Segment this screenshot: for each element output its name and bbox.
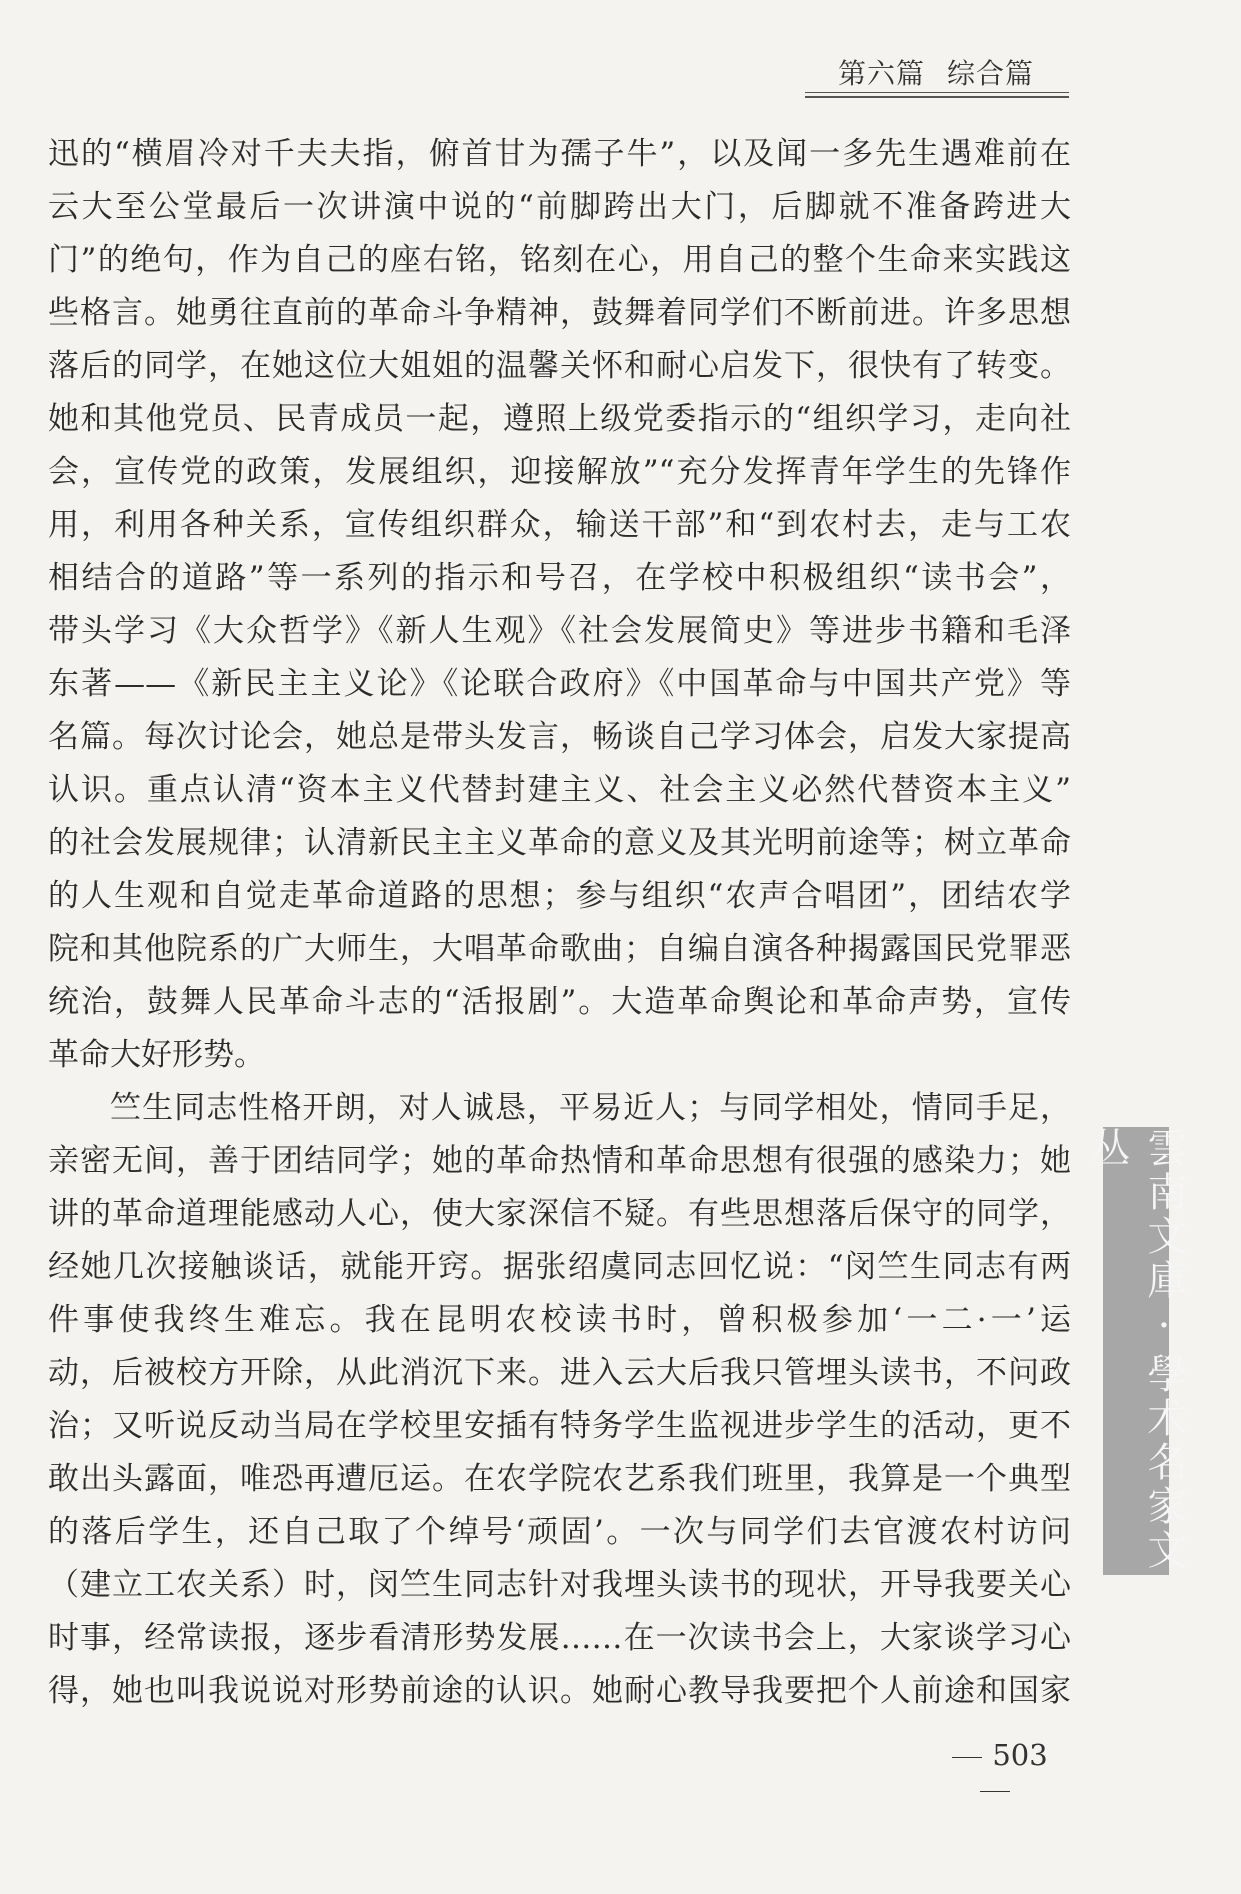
text-line: 迅的“横眉冷对千夫夫指，俯首甘为孺子牛”，以及闻一多先生遇难前在 [48, 136, 1071, 172]
part-label: 第六篇 [837, 57, 925, 90]
text-line: 竺生同志性格开朗，对人诚恳，平易近人；与同学相处，情同手足， [110, 1090, 1071, 1126]
text-line: 会，宣传党的政策，发展组织，迎接解放”“充分发挥青年学生的先锋作 [48, 454, 1071, 490]
text-line: 讲的革命道理能感动人心，使大家深信不疑。有些思想落后保守的同学， [48, 1196, 1071, 1232]
text-line: 亲密无间，善于团结同学；她的革命热情和革命思想有很强的感染力；她 [48, 1143, 1071, 1179]
text-line: 敢出头露面，唯恐再遭厄运。在农学院农艺系我们班里，我算是一个典型 [48, 1461, 1071, 1497]
text-line: 认识。重点认清“资本主义代替封建主义、社会主义必然代替资本主义” [48, 772, 1071, 808]
section-label: 综合篇 [947, 57, 1035, 90]
text-line: 带头学习《大众哲学》《新人生观》《社会发展简史》等进步书籍和毛泽 [48, 613, 1071, 649]
left-dash [952, 1757, 982, 1758]
header-rule [805, 92, 1069, 93]
text-line: 东著——《新民主主义论》《论联合政府》《中国革命与中国共产党》等 [48, 666, 1071, 702]
text-line: 治；又听说反动当局在学校里安插有特务学生监视进步学生的活动，更不 [48, 1408, 1071, 1444]
text-line: 名篇。每次讨论会，她总是带头发言，畅谈自己学习体会，启发大家提高 [48, 719, 1071, 755]
paragraph-1 [48, 128, 1071, 1082]
right-dash [980, 1791, 1010, 1792]
text-line: 她和其他党员、民青成员一起，遵照上级党委指示的“组织学习，走向社 [48, 401, 1071, 437]
page-number [920, 1738, 1070, 1806]
text-line: 用，利用各种关系，宣传组织群众，输送干部”和“到农村去，走与工农 [48, 507, 1071, 543]
text-line: 经她几次接触谈话，就能开窍。据张绍虞同志回忆说：“闵竺生同志有两 [48, 1249, 1071, 1285]
page-number-value: 503 [992, 1738, 1048, 1772]
series-side-tab: 雲南文庫·學术名家文丛 [1084, 1127, 1187, 1573]
text-line: 革命大好形势。 [48, 1037, 265, 1073]
paragraph-2 [48, 1082, 1071, 1718]
text-line: 些格言。她勇往直前的革命斗争精神，鼓舞着同学们不断前进。许多思想 [48, 295, 1071, 331]
text-line: 件事使我终生难忘。我在昆明农校读书时，曾积极参加‘一二·一’运 [48, 1302, 1071, 1338]
text-line: 门”的绝句，作为自己的座右铭，铭刻在心，用自己的整个生命来实践这 [48, 242, 1071, 278]
text-line: 的社会发展规律；认清新民主主义革命的意义及其光明前途等；树立革命 [48, 825, 1071, 861]
text-line: 的人生观和自觉走革命道路的思想；参与组织“农声合唱团”，团结农学 [48, 878, 1071, 914]
text-line: 院和其他院系的广大师生，大唱革命歌曲；自编自演各种揭露国民党罪恶 [48, 931, 1071, 967]
text-line: 云大至公堂最后一次讲演中说的“前脚跨出大门，后脚就不准备跨进大 [48, 189, 1071, 225]
text-line: 的落后学生，还自己取了个绰号‘顽固’。一次与同学们去官渡农村访问 [48, 1514, 1071, 1550]
text-line: （建立工农关系）时，闵竺生同志针对我埋头读书的现状，开导我要关心 [48, 1567, 1071, 1603]
text-line: 动，后被校方开除，从此消沉下来。进入云大后我只管埋头读书，不问政 [48, 1355, 1071, 1391]
text-line: 时事，经常读报，逐步看清形势发展……在一次读书会上，大家谈学习心 [48, 1620, 1071, 1656]
text-line: 统治，鼓舞人民革命斗志的“活报剧”。大造革命舆论和革命声势，宣传 [48, 984, 1071, 1020]
body-text [48, 128, 1071, 1718]
text-line: 相结合的道路”等一系列的指示和号召，在学校中积极组织“读书会”， [48, 560, 1071, 596]
header-rule-thick [805, 96, 1069, 98]
text-line: 得，她也叫我说说对形势前途的认识。她耐心教导我要把个人前途和国家 [48, 1673, 1071, 1709]
text-line: 落后的同学，在她这位大姐姐的温馨关怀和耐心启发下，很快有了转变。 [48, 348, 1071, 384]
